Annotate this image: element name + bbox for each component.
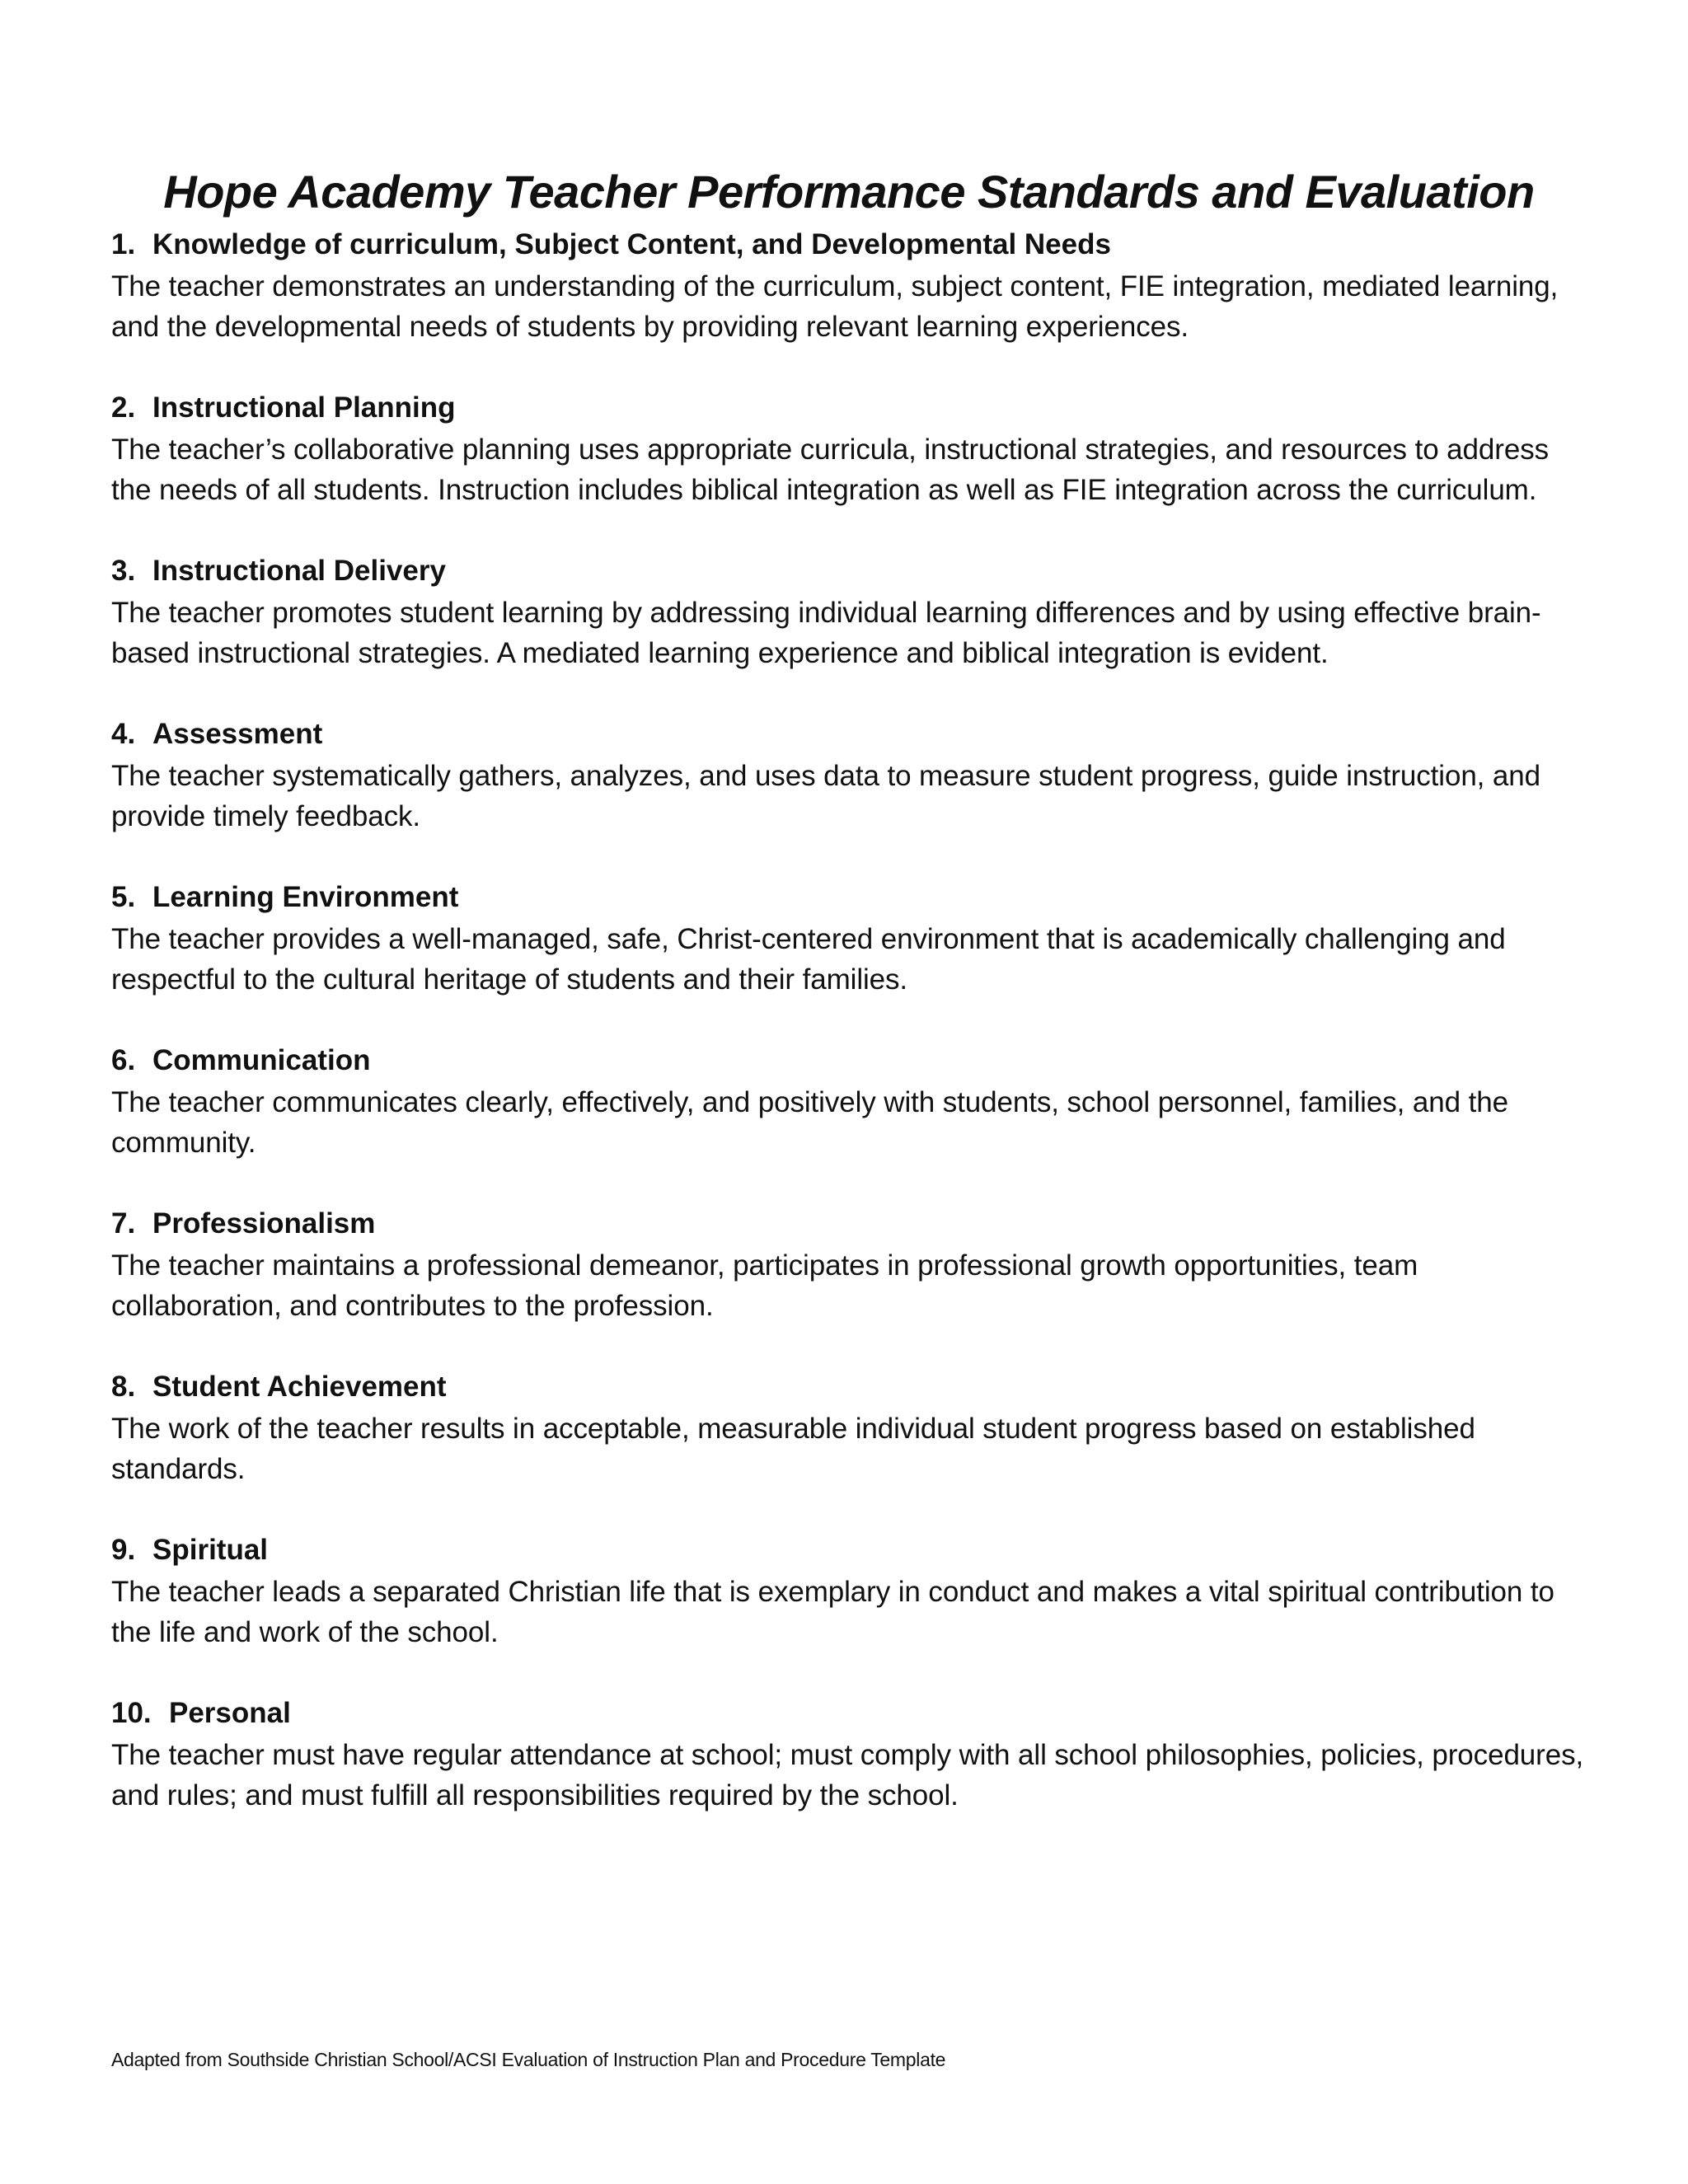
standard-description: The teacher leads a separated Christian life that is exemplary in conduct and makes a vital spiritual contribution to the life and work of the school. xyxy=(111,1576,1554,1648)
standard-heading xyxy=(111,713,1587,756)
standard-title: Knowledge of curriculum, Subject Content, and Developmental Needs xyxy=(152,228,1111,260)
standard-number: 2. xyxy=(111,391,136,424)
document-title: Hope Academy Teacher Performance Standards and Evaluation xyxy=(163,166,1535,218)
standard-9 xyxy=(111,1529,1587,1652)
standard-heading xyxy=(111,1202,1587,1245)
standard-number: 10. xyxy=(111,1697,152,1729)
standard-heading xyxy=(111,876,1587,919)
standard-title: Instructional Delivery xyxy=(152,555,446,587)
standard-title: Communication xyxy=(152,1044,371,1076)
standard-3 xyxy=(111,550,1587,673)
standard-description: The teacher systematically gathers, analyzes, and uses data to measure student progress, guide instruction, and provide timely feedback. xyxy=(111,760,1541,832)
standard-number: 3. xyxy=(111,555,136,587)
standard-title: Spiritual xyxy=(152,1534,269,1566)
standard-heading xyxy=(111,223,1587,266)
standard-title: Instructional Planning xyxy=(152,391,456,424)
standard-description: The teacher’s collaborative planning uses appropriate curricula, instructional strategies, and resources to address the needs of all students. Instruction includes biblical integration as well as FIE integration across the curriculum. xyxy=(111,434,1550,506)
standard-heading xyxy=(111,1692,1587,1735)
standard-description: The teacher provides a well-managed, safe, Christ-centered environment that is academically challenging and respectful to the cultural heritage of students and their families. xyxy=(111,923,1506,996)
standard-description: The teacher maintains a professional demeanor, participates in professional growth opportunities, team collaboration, and contributes to the profession. xyxy=(111,1249,1418,1322)
standard-number: 6. xyxy=(111,1044,136,1076)
standard-description: The teacher communicates clearly, effectively, and positively with students, school personnel, families, and the community. xyxy=(111,1086,1508,1159)
standard-number: 8. xyxy=(111,1371,136,1403)
standard-description: The teacher must have regular attendance at school; must comply with all school philosophies, policies, procedures, and rules; and must fulfill all responsibilities required by the school. xyxy=(111,1739,1584,1811)
standard-heading xyxy=(111,1039,1587,1082)
standard-description: The work of the teacher results in acceptable, measurable individual student progress based on established standards. xyxy=(111,1413,1475,1485)
standard-number: 1. xyxy=(111,228,136,260)
standard-description: The teacher demonstrates an understanding of the curriculum, subject content, FIE integration, mediated learning, and the developmental needs of students by providing relevant learning experiences. xyxy=(111,270,1559,343)
footer-note: Adapted from Southside Christian School/ACSI Evaluation of Instruction Plan and Procedure Template xyxy=(111,2049,946,2070)
standard-number: 9. xyxy=(111,1534,136,1566)
standard-1 xyxy=(111,223,1587,347)
standard-title: Assessment xyxy=(152,718,323,750)
standard-10 xyxy=(111,1692,1587,1816)
standard-7 xyxy=(111,1202,1587,1326)
standard-number: 5. xyxy=(111,881,136,913)
standard-heading xyxy=(111,387,1587,429)
standard-2 xyxy=(111,387,1587,510)
standard-4 xyxy=(111,713,1587,837)
standard-description: The teacher promotes student learning by addressing individual learning differences and by using effective brain-based instructional strategies. A mediated learning experience and biblical integration is evident. xyxy=(111,597,1541,669)
standard-title: Professionalism xyxy=(152,1207,376,1240)
standard-heading xyxy=(111,1529,1587,1572)
standard-8 xyxy=(111,1366,1587,1489)
standard-6 xyxy=(111,1039,1587,1163)
standard-number: 4. xyxy=(111,718,136,750)
standard-heading xyxy=(111,550,1587,593)
document-page xyxy=(111,161,1587,1855)
standard-number: 7. xyxy=(111,1207,136,1240)
standard-title: Learning Environment xyxy=(152,881,459,913)
standard-title: Student Achievement xyxy=(152,1371,447,1403)
standard-heading xyxy=(111,1366,1587,1408)
standard-5 xyxy=(111,876,1587,1000)
standard-title: Personal xyxy=(169,1697,291,1729)
